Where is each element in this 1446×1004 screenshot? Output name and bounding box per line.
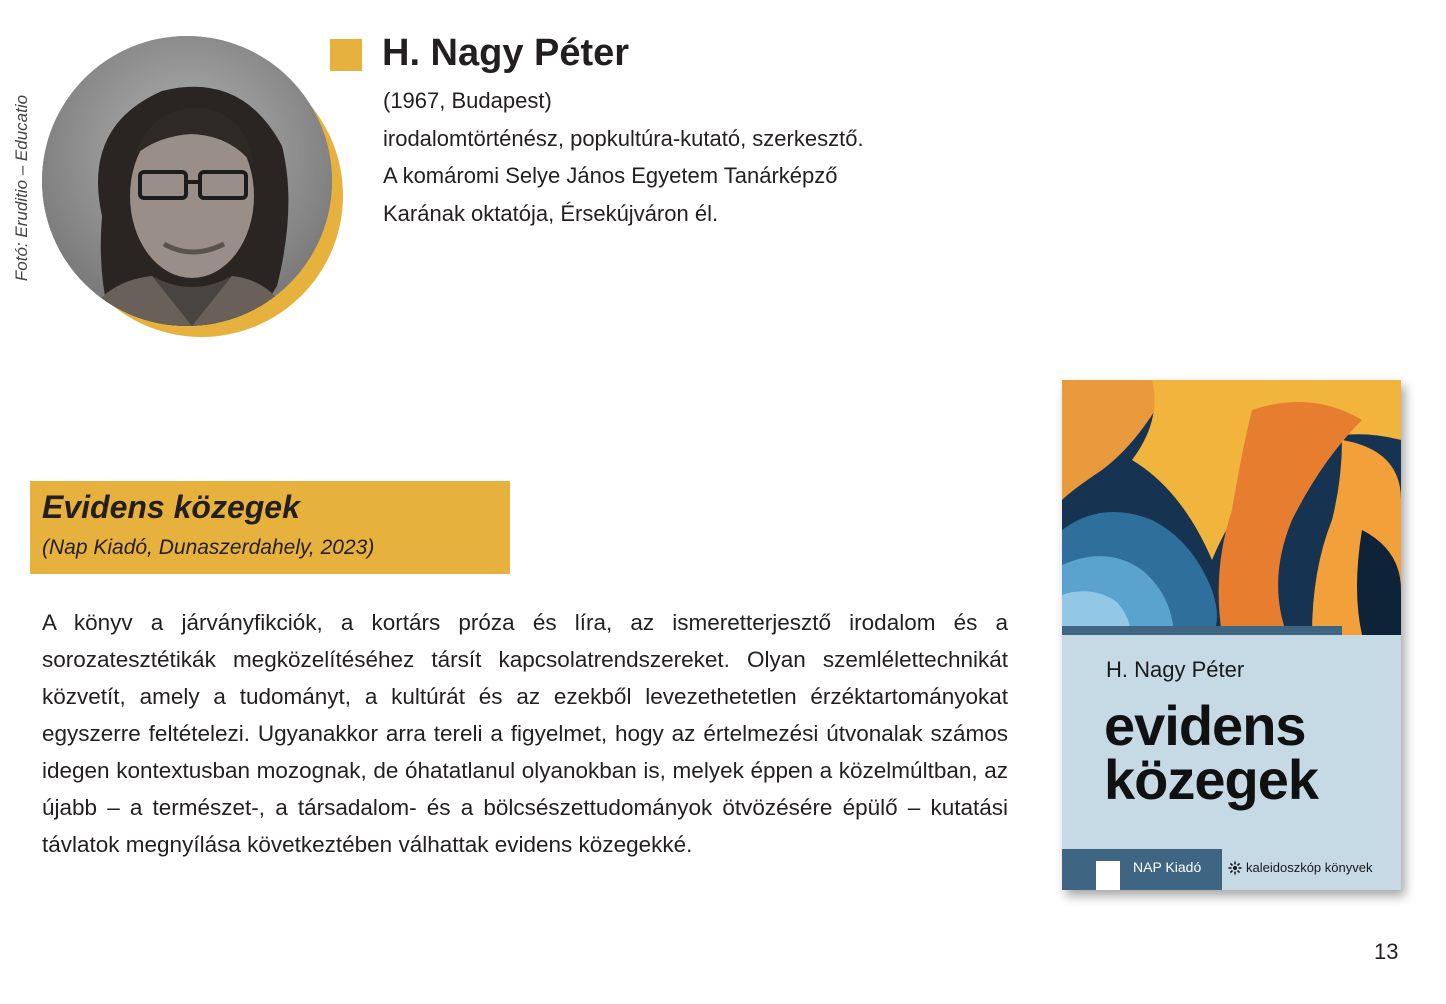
author-name: H. Nagy Péter bbox=[382, 32, 630, 74]
cover-publisher-bar bbox=[1062, 849, 1222, 890]
author-bio bbox=[383, 82, 864, 232]
book-cover bbox=[1062, 380, 1401, 890]
book-description: A könyv a járványfikciók, a kortárs próza és líra, az ismeretterjesztő irodalom és a sorozatesztétikák megközelítéséhez társít kapcsolatrendszereket. Olyan szemlélettechnikát közvetít, amely a tudományt, a kultúrát és az ezekből levezethetetlen érzéktartományokat egyszerre feltételezi. Ugyanakkor arra tereli a figyelmet, hogy az értelmezési útvonalak számos idegen kontextusban mozognak, de óhatatlanul olyanokban is, melyek éppen a közelmúltban, az újabb – a természet-, a társadalom- és a bölcsészettudományok ötvözésére épülő – kutatási távlatok megnyílása következtében válhattak evidens közegekké. bbox=[42, 610, 1008, 857]
bio-line: A komáromi Selye János Egyetem Tanárképző bbox=[383, 163, 838, 188]
cover-title bbox=[1104, 694, 1318, 811]
cover-publisher: NAP Kiadó bbox=[1133, 859, 1202, 875]
name-accent-square bbox=[330, 39, 362, 71]
photo-credit bbox=[10, 80, 34, 295]
book-title: Evidens közegek bbox=[42, 489, 300, 525]
author-photo bbox=[42, 36, 332, 326]
author-photo-frame bbox=[42, 36, 352, 341]
bio-line: irodalomtörténész, popkultúra-kutató, szerkesztő. bbox=[383, 125, 864, 151]
page-number: 13 bbox=[1374, 939, 1399, 964]
cover-series bbox=[1228, 860, 1372, 875]
photo-credit-text: Fotó: Eruditio – Educatio bbox=[12, 94, 31, 281]
cover-title-line: evidens bbox=[1104, 694, 1306, 757]
cover-title-line: közegek bbox=[1104, 748, 1318, 811]
bio-line: (1967, Budapest) bbox=[383, 88, 552, 113]
book-title-box bbox=[30, 481, 510, 574]
cover-author: H. Nagy Péter bbox=[1106, 657, 1245, 682]
cover-footer bbox=[1062, 849, 1401, 890]
book-publication: (Nap Kiadó, Dunaszerdahely, 2023) bbox=[42, 536, 375, 559]
cover-series-text: kaleidoszkóp könyvek bbox=[1246, 860, 1373, 875]
cover-artwork bbox=[1062, 380, 1401, 635]
cover-title-panel bbox=[1062, 635, 1401, 849]
bio-line: Karának oktatója, Érsekújváron él. bbox=[383, 200, 719, 226]
kaleidoscope-icon bbox=[1228, 861, 1242, 875]
publisher-logo-square bbox=[1096, 861, 1120, 890]
